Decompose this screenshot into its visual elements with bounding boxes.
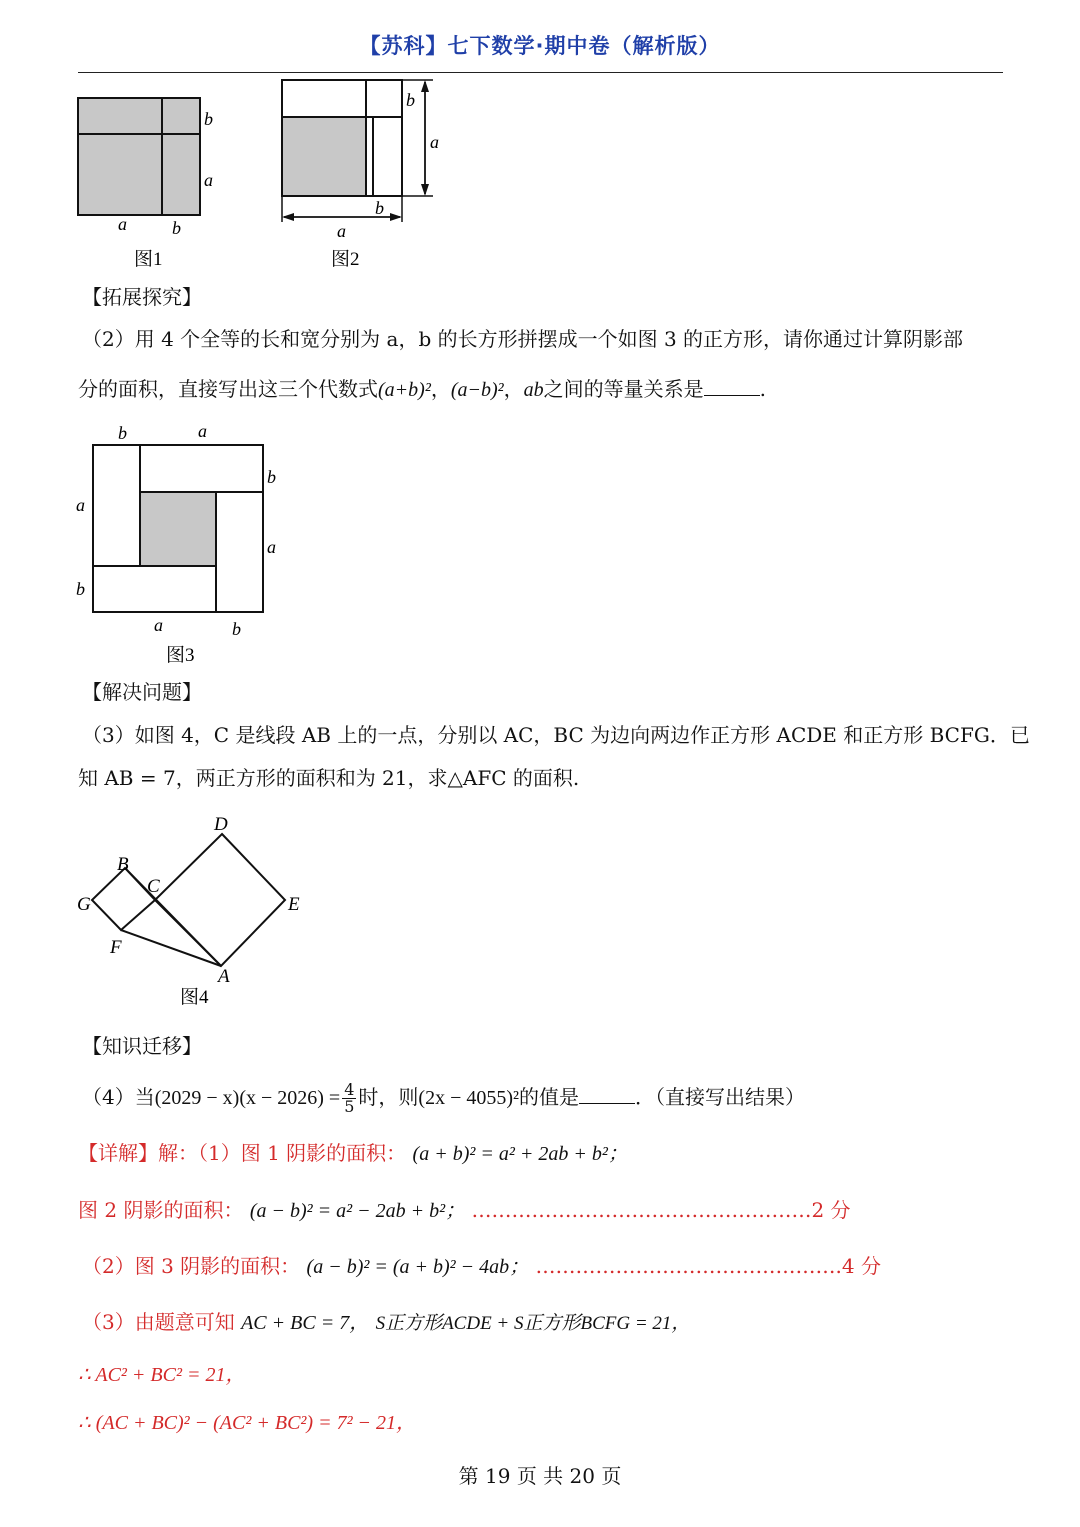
solution-line5: [78, 1360, 245, 1389]
figure-2: [275, 72, 455, 270]
q4-pre: （4）当: [82, 1085, 155, 1109]
sol-l6: ∴ (AC + BC)² − (AC² + BC²) = 7² − 21，: [78, 1412, 417, 1434]
sol-l2-expr: (a − b)² = a² − 2ab + b²；: [249, 1200, 466, 1222]
q4-answer-blank: [579, 1085, 635, 1104]
q2-line2-pre: 分的面积，直接写出这三个代数式: [78, 377, 378, 401]
q4-mid: 时，则: [358, 1085, 419, 1109]
q3-line2: 知 AB = 7，两正方形的面积和为 21，求△AFC 的面积.: [78, 766, 580, 790]
fig3-label-b-right: b: [267, 467, 276, 487]
section-transfer: 【知识迁移】: [82, 1034, 202, 1058]
q4-end: ．（直接写出结果）: [635, 1085, 806, 1109]
page-footer: 第 19 页 共 20 页: [458, 1464, 622, 1488]
fig4-point-F: F: [110, 937, 122, 958]
fig2-label-b-right: b: [406, 90, 415, 110]
fig3-caption: 图3: [166, 645, 195, 666]
q4-frac-den: 5: [344, 1097, 355, 1116]
fig2-label-b-bottom: b: [375, 198, 384, 218]
q2-line2: [78, 375, 766, 404]
fig1-label-b-right: b: [204, 109, 213, 129]
q4-fraction: [342, 1082, 356, 1115]
q2-sep: ，: [430, 377, 451, 401]
q2-expr3: ab: [523, 379, 544, 401]
fig3-label-a-bottom: a: [154, 615, 163, 635]
fig2-label-a-right: a: [430, 132, 439, 152]
fig1-label-a-bottom: a: [118, 214, 127, 234]
fig4-caption: 图4: [180, 987, 209, 1008]
q4-expr2: (2x − 4055)²: [418, 1087, 520, 1109]
figure-3: [70, 415, 300, 670]
solution-line1: [78, 1139, 628, 1168]
q4-expr: (2029 − x)(x − 2026) =: [154, 1087, 341, 1109]
sol-l3-score: ……………………………………….4 分: [535, 1254, 881, 1278]
q2-line2-post: 之间的等量关系是: [543, 377, 704, 401]
q4-post: 的值是: [519, 1085, 580, 1109]
fig2-label-a-bottom: a: [337, 221, 346, 241]
fig1-caption: 图1: [134, 249, 163, 270]
sol-l3-label: （2）图 3 阴影的面积：: [82, 1254, 301, 1278]
sol-l1-label: 【详解】解：（1）图 1 阴影的面积：: [78, 1141, 407, 1165]
section-solve: 【解决问题】: [82, 680, 202, 704]
fig4-point-D: D: [214, 814, 228, 835]
sol-l4-expr: AC + BC = 7，: [241, 1312, 370, 1334]
sol-l1-expr: (a + b)² = a² + 2ab + b²；: [412, 1143, 628, 1165]
solution-line6: [78, 1408, 416, 1437]
fig3-label-a-left: a: [76, 495, 85, 515]
sol-l4-expr2: S正方形ACDE + S正方形BCFG = 21，: [375, 1313, 691, 1334]
sol-l3-expr: (a − b)² = (a + b)² − 4ab；: [306, 1256, 530, 1278]
sol-l2-score: ……………………………………………2 分: [471, 1198, 851, 1222]
fig3-label-a-top: a: [198, 421, 207, 441]
fig3-label-a-right: a: [267, 537, 276, 557]
q2-expr2: (a−b)²: [450, 379, 504, 401]
fig3-label-b-bottom: b: [232, 619, 241, 639]
fig4-point-G: G: [77, 894, 91, 915]
q2-expr1: (a+b)²: [378, 379, 431, 401]
fig4-point-B: B: [117, 854, 129, 875]
header-rule: [78, 72, 1003, 73]
fig3-label-b-top: b: [118, 423, 127, 443]
q2-line1: （2）用 4 个全等的长和宽分别为 a，b 的长方形拼摆成一个如图 3 的正方形，请你通过计算阴影部: [82, 327, 964, 351]
page-header: 【苏科】七下数学·期中卷（解析版）: [359, 34, 721, 58]
q2-end: .: [759, 377, 766, 401]
q2-sep2: ，: [503, 377, 524, 401]
section-expand: 【拓展探究】: [82, 285, 202, 309]
solution-line4: [82, 1308, 690, 1338]
fig1-label-b-bottom: b: [172, 218, 181, 238]
figure-4: [70, 808, 330, 1013]
solution-line3: [82, 1252, 881, 1281]
q4-frac-num: 4: [344, 1080, 355, 1099]
sol-l5: ∴ AC² + BC² = 21，: [78, 1364, 246, 1386]
fig1-label-a-right: a: [204, 170, 213, 190]
solution-line2: [78, 1196, 851, 1225]
fig3-label-b-left: b: [76, 579, 85, 599]
q3-line1: （3）如图 4，C 是线段 AB 上的一点，分别以 AC，BC 为边向两边作正方形 ACDE 和正方形 BCFG．已: [82, 723, 1030, 747]
sol-l4-label: （3）由题意可知: [82, 1310, 235, 1334]
fig4-point-C: C: [147, 876, 160, 897]
q2-answer-blank: [704, 377, 760, 396]
sol-l2-label: 图 2 阴影的面积：: [78, 1198, 244, 1222]
fig4-point-A: A: [218, 966, 230, 987]
figure-1: [70, 90, 230, 270]
fig2-caption: 图2: [331, 249, 360, 270]
q4-line: [82, 1082, 805, 1115]
fig4-point-E: E: [288, 894, 300, 915]
